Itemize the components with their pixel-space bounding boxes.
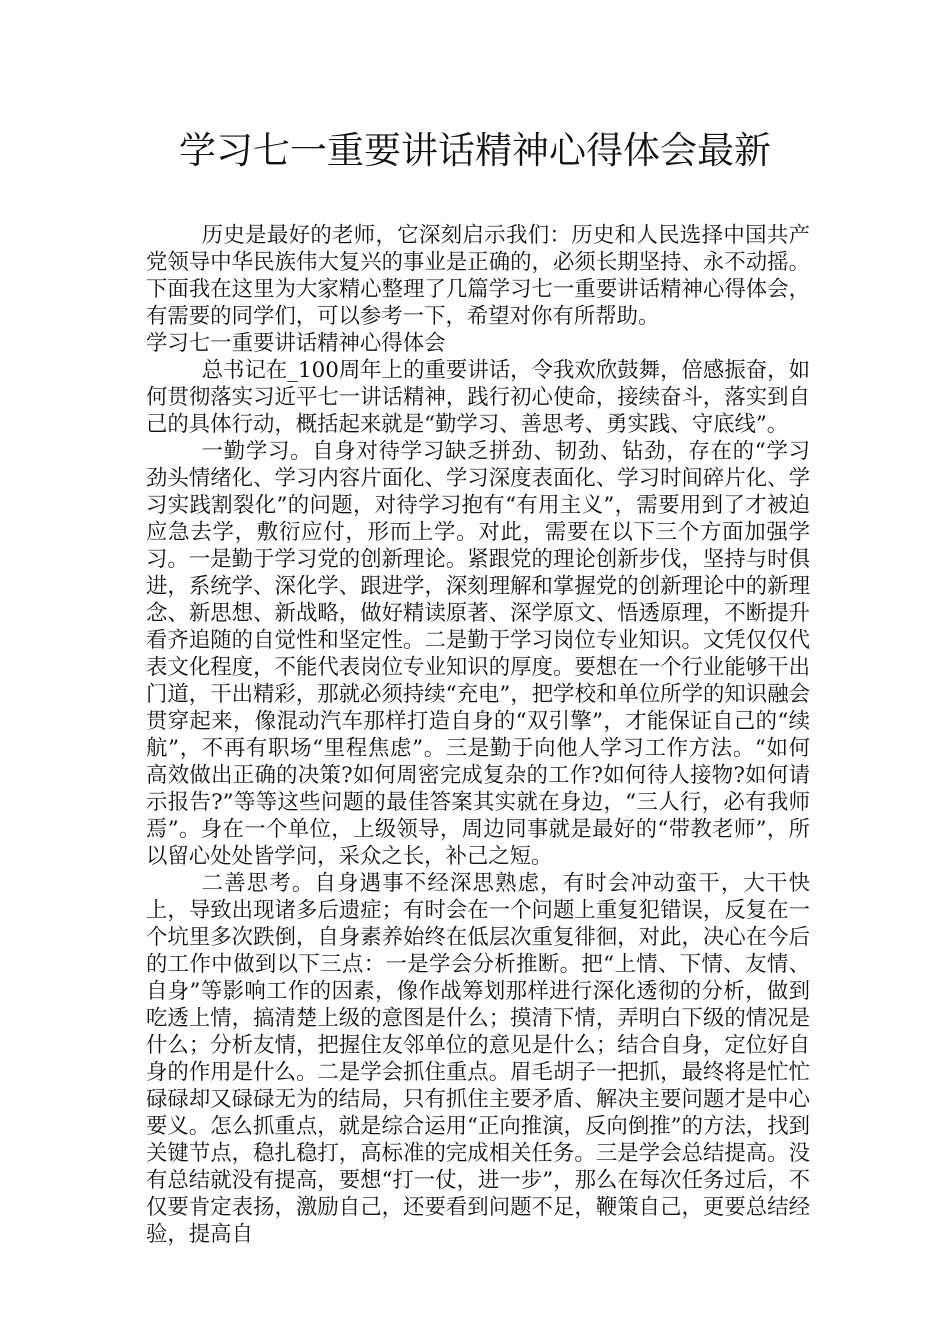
body-paragraph: 一勤学习。自身对待学习缺乏拼劲、韧劲、钻劲，存在的“学习劲头情绪化、学习内容片面化、学习深度表面化、学习时间碎片化、学习实践割裂化”的问题，对待学习抱有“有用主义”，需要用到了才被迫应急去学，敷衍应付，形而上学。对此，需要在以下三个方面加强学习。一是勤于学习党的创新理论。紧跟党的理论创新步伐，坚持与时俱进，系统学、深化学、跟进学，深刻理解和掌握党的创新理论中的新理念、新思想、新战略，做好精读原著、深学原文、悟透原理，不断提升看齐追随的自觉性和坚定性。二是勤于学习岗位专业知识。文凭仅仅代表文化程度，不能代表岗位专业知识的厚度。要想在一个行业能够干出门道，干出精彩，那就必须持续“充电”，把学校和单位所学的知识融会贯穿起来，像混动汽车那样打造自身的“双引擎”，才能保证自己的“续航”，不再有职场“里程焦虑”。三是勤于向他人学习工作方法。“如何高效做出正确的决策?如何周密完成复杂的工作?如何待人接物?如何请示报告?”等等这些问题的最佳答案其实就在身边，“三人行，必有我师焉”。身在一个单位，上级领导，周边同事就是最好的“带教老师”，所以留心处处皆学问，采众之长，补己之短。	[146, 439, 810, 869]
section-heading: 学习七一重要讲话精神心得体会	[146, 331, 446, 356]
intro-paragraph: 历史是最好的老师，它深刻启示我们：历史和人民选择中国共产党领导中华民族伟大复兴的事业是正确的，必须长期坚持、永不动摇。下面我在这里为大家精心整理了几篇学习七一重要讲话精神心得体会，有需要的同学们，可以参考一下，希望对你有所帮助。	[146, 223, 810, 329]
document-body	[146, 222, 810, 1248]
document-title: 学习七一重要讲话精神心得体会最新	[179, 129, 771, 172]
body-paragraph: 总书记在_100周年上的重要讲话，令我欢欣鼓舞，倍感振奋，如何贯彻落实习近平七一讲话精神，践行初心使命，接续奋斗，落实到自己的具体行动，概括起来就是“勤学习、善思考、勇实践、守底线”。	[146, 358, 810, 437]
body-paragraph: 二善思考。自身遇事不经深思熟虑，有时会冲动蛮干，大干快上，导致出现诸多后遗症；有时会在一个问题上重复犯错误，反复在一个坑里多次跌倒，自身素养始终在低层次重复徘徊，对此，决心在今后的工作中做到以下三点：一是学会分析推断。把“上情、下情、友情、自身”等影响工作的因素，像作战筹划那样进行深化透彻的分析，做到吃透上情，搞清楚上级的意图是什么；摸清下情，弄明白下级的情况是什么；分析友情，把握住友邻单位的意见是什么；结合自身，定位好自身的作用是什么。二是学会抓住重点。眉毛胡子一把抓，最终将是忙忙碌碌却又碌碌无为的结局，只有抓住主要矛盾、解决主要问题才是中心要义。怎么抓重点，就是综合运用“正向推演，反向倒推”的方法，找到关键节点，稳扎稳打，高标准的完成相关任务。三是学会总结提高。没有总结就没有提高，要想“打一仗，进一步”，那么在每次任务过后，不仅要肯定表扬，激励自己，还要看到问题不足，鞭策自己，更要总结经验，提高自	[146, 871, 810, 1247]
